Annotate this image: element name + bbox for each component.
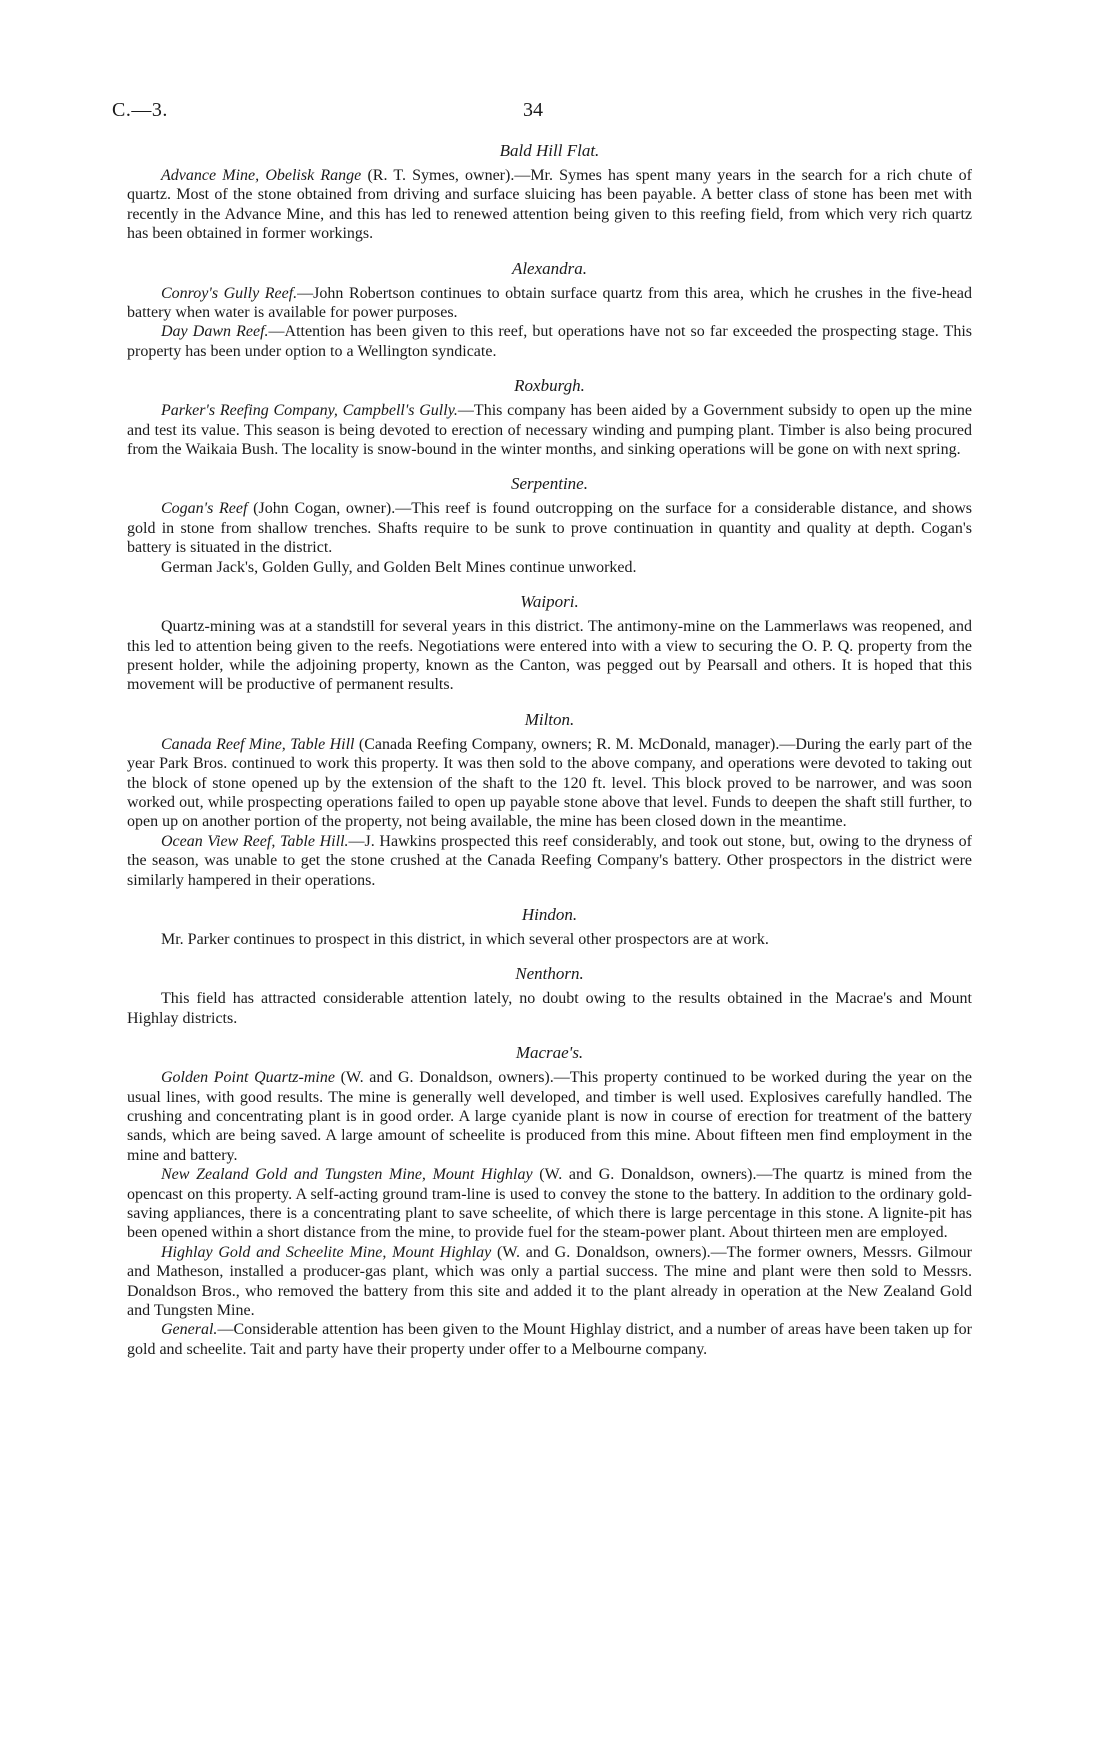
mine-name: New Zealand Gold and Tungsten Mine, Mount Highlay [161, 1166, 533, 1184]
series-code: C.—3. [112, 99, 168, 121]
paragraph-text: —John Robertson continues to obtain surface quartz from this area, which he crushes in the five-head battery when water is available for power purposes. [127, 284, 972, 322]
mine-paragraph [127, 558, 972, 577]
mine-paragraph [127, 1068, 972, 1165]
district-heading: Waipori. [520, 592, 579, 612]
district-section [127, 473, 972, 577]
district-heading: Roxburgh. [514, 376, 585, 396]
mine-paragraph [127, 735, 972, 832]
mine-paragraph [127, 989, 972, 1028]
mine-name: Day Dawn Reef. [161, 323, 269, 341]
mine-paragraph [127, 401, 972, 459]
district-section [127, 904, 972, 949]
paragraph-text: —J. Hawkins prospected this reef considerably, and took out stone, but, owing to the dryness of the season, was unable to get the stone crushed at the Canada Reefing Company's battery. Other prospectors in the district were similarly hampered in their operations. [127, 832, 972, 889]
mine-paragraph [127, 1165, 972, 1243]
district-section [127, 140, 972, 244]
paragraph-text: Quartz-mining was at a standstill for several years in this district. The antimony-mine on the Lammerlaws was reopened, and this led to attention being given to the reefs. Negotiations were entered into with a view to securing the O. P. Q. property from the present holder, while the adjoining property, known as the Canton, was pegged out by Pearsall and others. It is hoped that this movement will be productive of permanent results. [127, 618, 972, 694]
page-number: 34 [523, 99, 543, 121]
mine-paragraph [127, 617, 972, 695]
mine-name: Cogan's Reef [161, 500, 248, 518]
mine-paragraph [127, 322, 972, 361]
mine-paragraph [127, 166, 972, 244]
district-heading: Hindon. [521, 904, 578, 924]
district-heading: Alexandra. [511, 258, 588, 278]
mine-name: Advance Mine, Obelisk Range [161, 167, 362, 184]
paragraph-text: —This company has been aided by a Government subsidy to open up the mine and test its value. This season is being devoted to erection of necessary winding and pumping plant. Timber is also being procured from the Waikaia Bush. The locality is snow-bound in the winter months, and sinking operations will be gone on with next spring. [127, 402, 972, 459]
mine-name: Canada Reef Mine, Table Hill [161, 735, 355, 753]
mine-name: Parker's Reefing Company, Campbell's Gully. [161, 402, 458, 420]
district-section [127, 709, 972, 890]
mine-paragraph [127, 1243, 972, 1321]
paragraph-text: (John Cogan, owner).—This reef is found outcropping on the surface for a considerable distance, and shows gold in stone from shallow trenches. Shafts require to be sunk to prove continuation in quantity and quality at depth. Cogan's battery is situated in the district. [127, 500, 973, 557]
mine-paragraph [127, 499, 972, 557]
paragraph-text: This field has attracted considerable attention lately, no doubt owing to the results obtained in the Macrae's and Mount Highlay districts. [127, 990, 972, 1027]
mine-name: General. [161, 1321, 218, 1339]
paragraph-text: —Attention has been given to this reef, but operations have not so far exceeded the prospecting stage. This property has been under option to a Wellington syndicate. [127, 323, 972, 360]
district-heading: Bald Hill Flat. [499, 141, 600, 160]
district-heading: Nenthorn. [515, 964, 584, 984]
mine-name: Conroy's Gully Reef. [161, 284, 298, 302]
paragraph-text: (W. and G. Donaldson, owners).—The former owners, Messrs. Gilmour and Matheson, installed a producer-gas plant, which was only a partial success. The mine and plant were then sold to Messrs. Donaldson Bros., who removed the battery from this site and added it to the plant already in operation at the New Zealand Gold and Tungsten Mine. [127, 1243, 973, 1320]
mine-paragraph [127, 832, 972, 890]
mine-paragraph [127, 284, 972, 323]
district-section [127, 258, 972, 362]
paragraph-text: German Jack's, Golden Gully, and Golden Belt Mines continue unworked. [161, 558, 637, 576]
district-heading: Milton. [524, 709, 575, 729]
district-heading: Macrae's. [515, 1043, 584, 1063]
paragraph-text: —Considerable attention has been given to the Mount Highlay district, and a number of areas have been taken up for gold and scheelite. Tait and party have their property under offer to a Melbourne company. [127, 1321, 972, 1358]
report-body [127, 140, 972, 1359]
district-section [127, 375, 972, 459]
paragraph-text: (W. and G. Donaldson, owners).—This property continued to be worked during the year on the usual lines, with good results. The mine is generally well developed, and timber is well used. Explosives carefully handled. The crushing and concentrating plant is in good order. A large cyanide plant is now in course of erection for treatment of the battery sands, which are being saved. A large amount of scheelite is produced from this mine. About fifteen men find employment in the mine and battery. [127, 1069, 972, 1164]
mine-paragraph [127, 1320, 972, 1359]
mine-paragraph [127, 930, 972, 949]
district-section [127, 1042, 972, 1359]
paragraph-text: (R. T. Symes, owner).—Mr. Symes has spent many years in the search for a rich chute of quartz. Most of the stone obtained from driving and surface sluicing has been payable. A better class of stone has been met with recently in the Advance Mine, and this has led to renewed attention being given to this reefing field, from which very rich quartz has been obtained in former workings. [127, 167, 973, 243]
district-section [127, 591, 972, 695]
district-section [127, 963, 972, 1028]
mine-name: Highlay Gold and Scheelite Mine, Mount Highlay [161, 1243, 492, 1261]
mine-name: Ocean View Reef, Table Hill. [161, 832, 349, 850]
paragraph-text: (Canada Reefing Company, owners; R. M. McDonald, manager).—During the early part of the year Park Bros. continued to work this property. It was then sold to the above company, and operations were devoted to taking out the block of stone opened up by the extension of the shaft to the 120 ft. level. This block proved to be narrower, and was soon worked out, while prospecting operations failed to open up payable stone above that level. Funds to deepen the shaft still further, to open up on another portion of the property, not being available, the mine has been closed down in the meantime. [127, 735, 973, 831]
paragraph-text: Mr. Parker continues to prospect in this district, in which several other prospectors are at work. [161, 930, 769, 948]
district-heading: Serpentine. [511, 474, 588, 494]
mine-name: Golden Point Quartz-mine [161, 1069, 335, 1087]
paragraph-text: (W. and G. Donaldson, owners).—The quartz is mined from the opencast on this property. A self-acting ground tram-line is used to convey the stone to the battery. In addition to the ordinary gold-saving appliances, there is a concentrating plant to save scheelite, of which there is large percentage in this stone. A lignite-pit has been opened within a short distance from the mine, to provide fuel for the steam-power plant. About thirteen men are employed. [127, 1166, 973, 1242]
